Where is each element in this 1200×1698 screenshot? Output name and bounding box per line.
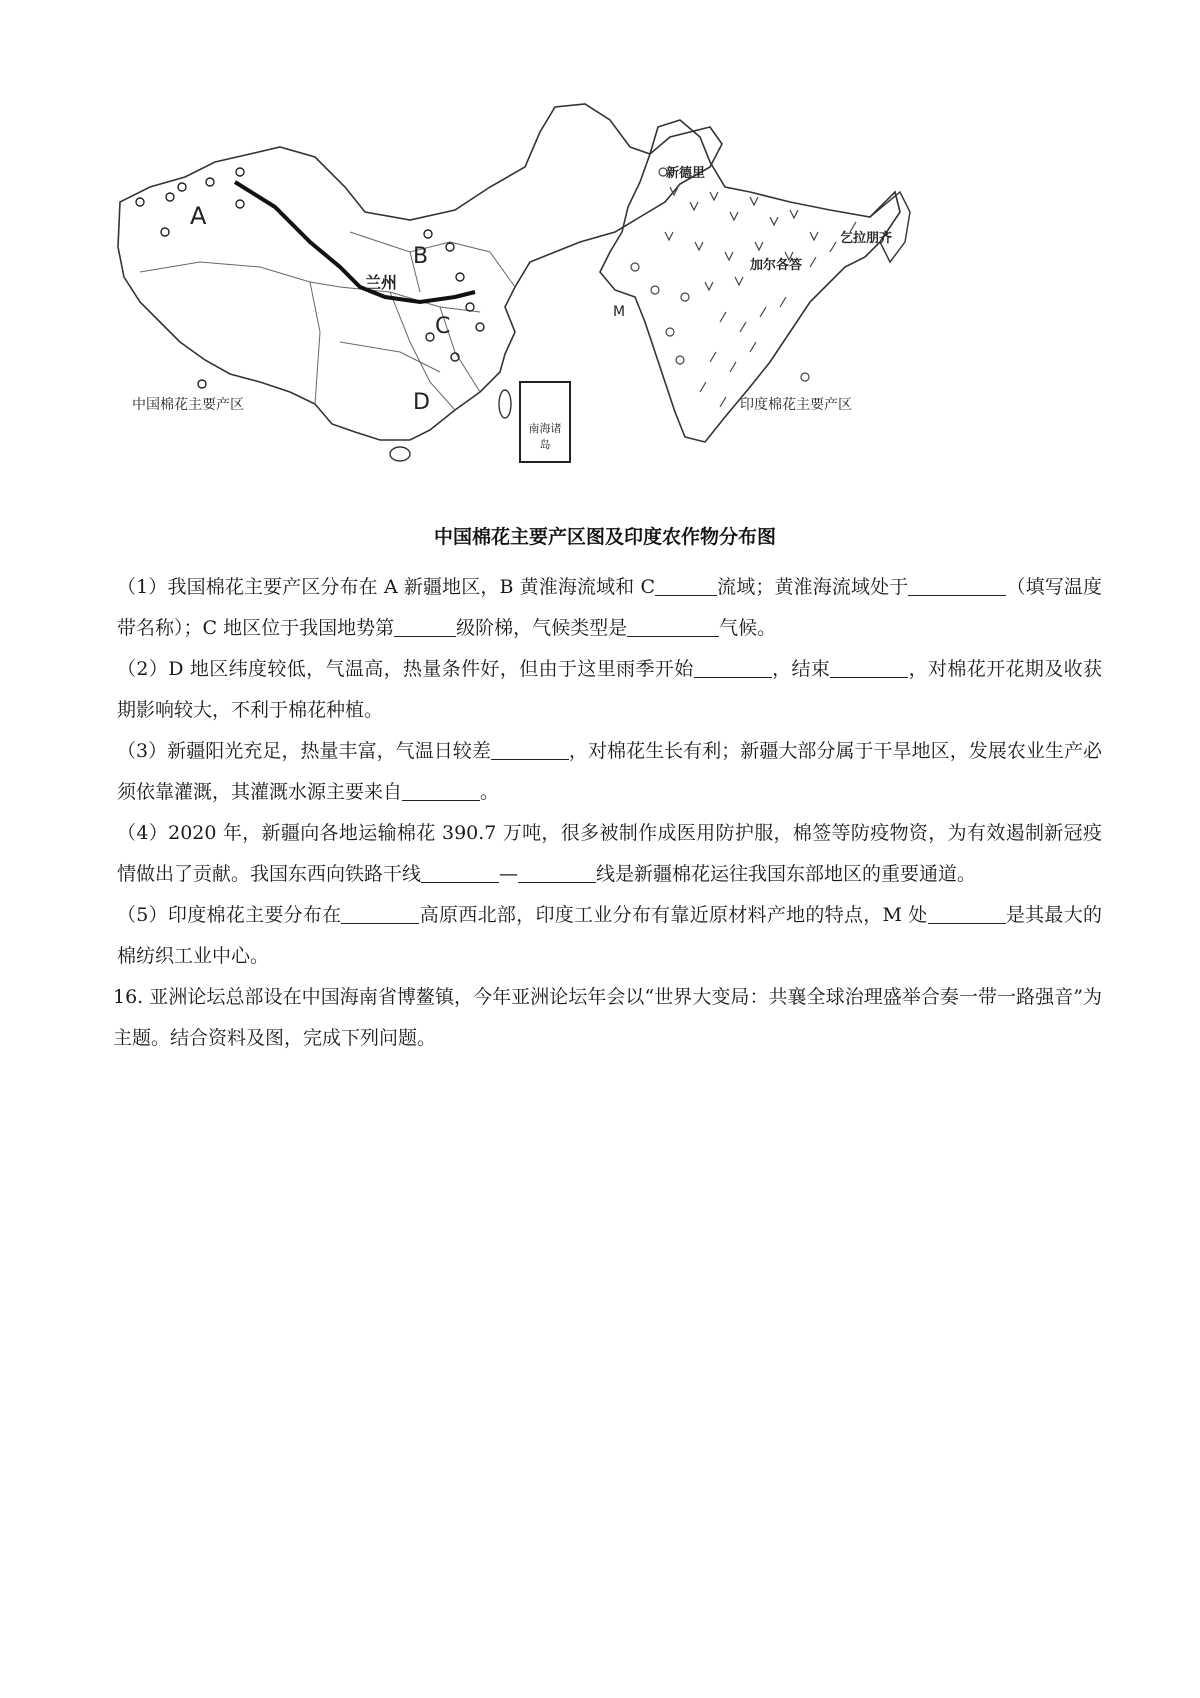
cotton-markers-china [136,168,484,388]
maps-drawing [110,92,1100,522]
answer-blank [518,862,596,883]
map-figure [110,92,1100,562]
cotton-icon [666,328,674,336]
q1-text-b: 流域；黄淮海流域处于 [717,576,909,598]
cotton-icon [631,263,639,271]
cotton-icon [476,323,484,331]
cotton-icon [161,228,169,236]
cotton-icon [206,178,214,186]
cotton-icon [136,198,144,206]
question-4 [117,813,1102,895]
q2-text-b: ，结束 [771,658,831,680]
cotton-icon [198,380,206,388]
city-label-lanzhou: 兰州 [365,273,398,292]
question-2 [117,649,1102,731]
answer-blank [830,657,908,678]
question-16: 16. 亚洲论坛总部设在中国海南省博鳌镇，今年亚洲论坛年会以“世界大变局：共襄全球治理盛举合奏一带一路强音”为主题。结合资料及图，完成下列问题。 [113,986,1102,1049]
question-3 [117,731,1102,813]
cotton-icon [651,286,659,294]
answer-blank [341,903,419,924]
city-label-new-delhi: 新德里 [666,166,706,181]
q3-text-b: ，对棉花生长有利；新疆大部分属于干旱地区，发展农业生产必须依靠灌溉，其灌溉水源主要来自 [117,740,1102,803]
cotton-icon [236,168,244,176]
q4-text-c: 线是新疆棉花运往我国东部地区的重要通道。 [596,863,977,885]
q1-text-e: 气候。 [719,617,777,639]
hainan-shape [390,447,410,461]
cotton-icon [466,303,474,311]
q5-text-c: 是其最大的棉纺织工业中心。 [117,904,1102,967]
answer-blank [491,739,569,760]
region-label-b: B [413,244,429,269]
cotton-icon [424,230,432,238]
india-legend-label: 印度棉花主要产区 [740,397,852,413]
crop-markers-india [631,168,856,407]
q5-text-b: 高原西北部，印度工业分布有靠近原材料产地的特点，M 处 [419,904,928,926]
region-label-d: D [413,390,430,415]
answer-blank [928,903,1006,924]
q1-text-d: 级阶梯，气候类型是 [456,617,628,639]
q2-text-a: （2）D 地区纬度较低，气温高，热量条件好，但由于这里雨季开始 [117,658,694,680]
region-label-a: A [190,202,207,230]
q3-text-a: （3）新疆阳光充足，热量丰富，气温日较差 [117,740,491,762]
question-1 [117,567,1102,649]
region-label-c: C [435,314,451,339]
cotton-icon [801,373,809,381]
q5-text-a: （5）印度棉花主要分布在 [117,904,342,926]
answer-blank [627,616,719,637]
city-label-chittagong: 乞拉朋齐 [840,231,893,246]
answer-blank [394,616,456,637]
china-legend-label: 中国棉花主要产区 [132,397,244,413]
cotton-icon [676,356,684,364]
q1-text-c: （填写温度带名称）；C 地区位于我国地势第 [117,576,1102,639]
answer-blank [402,780,480,801]
question-text [113,567,1102,1059]
cotton-icon [178,183,186,191]
q1-text-a: （1）我国棉花主要产区分布在 A 新疆地区，B 黄淮海流域和 C [117,576,656,598]
inset-label-south-sea: 南海诸岛 [528,422,562,451]
taiwan-shape [499,390,511,418]
q3-text-c: 。 [480,781,500,803]
q4-text-b: — [499,863,519,885]
q4-text-a: （4）2020 年，新疆向各地运输棉花 390.7 万吨，很多被制作成医用防护服，棉签等防疫物资，为有效遏制新冠疫情做出了贡献。我国东西向铁路干线 [117,822,1102,885]
answer-blank [421,862,499,883]
figure-caption: 中国棉花主要产区图及印度农作物分布图 [433,526,776,548]
cotton-icon [446,243,454,251]
q2-text-c: ，对棉花开花期及收获期影响较大，不利于棉花种植。 [117,658,1102,721]
cotton-icon [426,333,434,341]
answer-blank [694,657,772,678]
cotton-icon [236,200,244,208]
cotton-icon [681,293,689,301]
cotton-icon [456,273,464,281]
question-5 [117,895,1102,977]
cotton-icon [166,193,174,201]
answer-blank [655,575,717,596]
city-label-kolkata: 加尔各答 [750,258,803,273]
point-label-m: M [613,304,626,320]
answer-blank [908,575,1006,596]
